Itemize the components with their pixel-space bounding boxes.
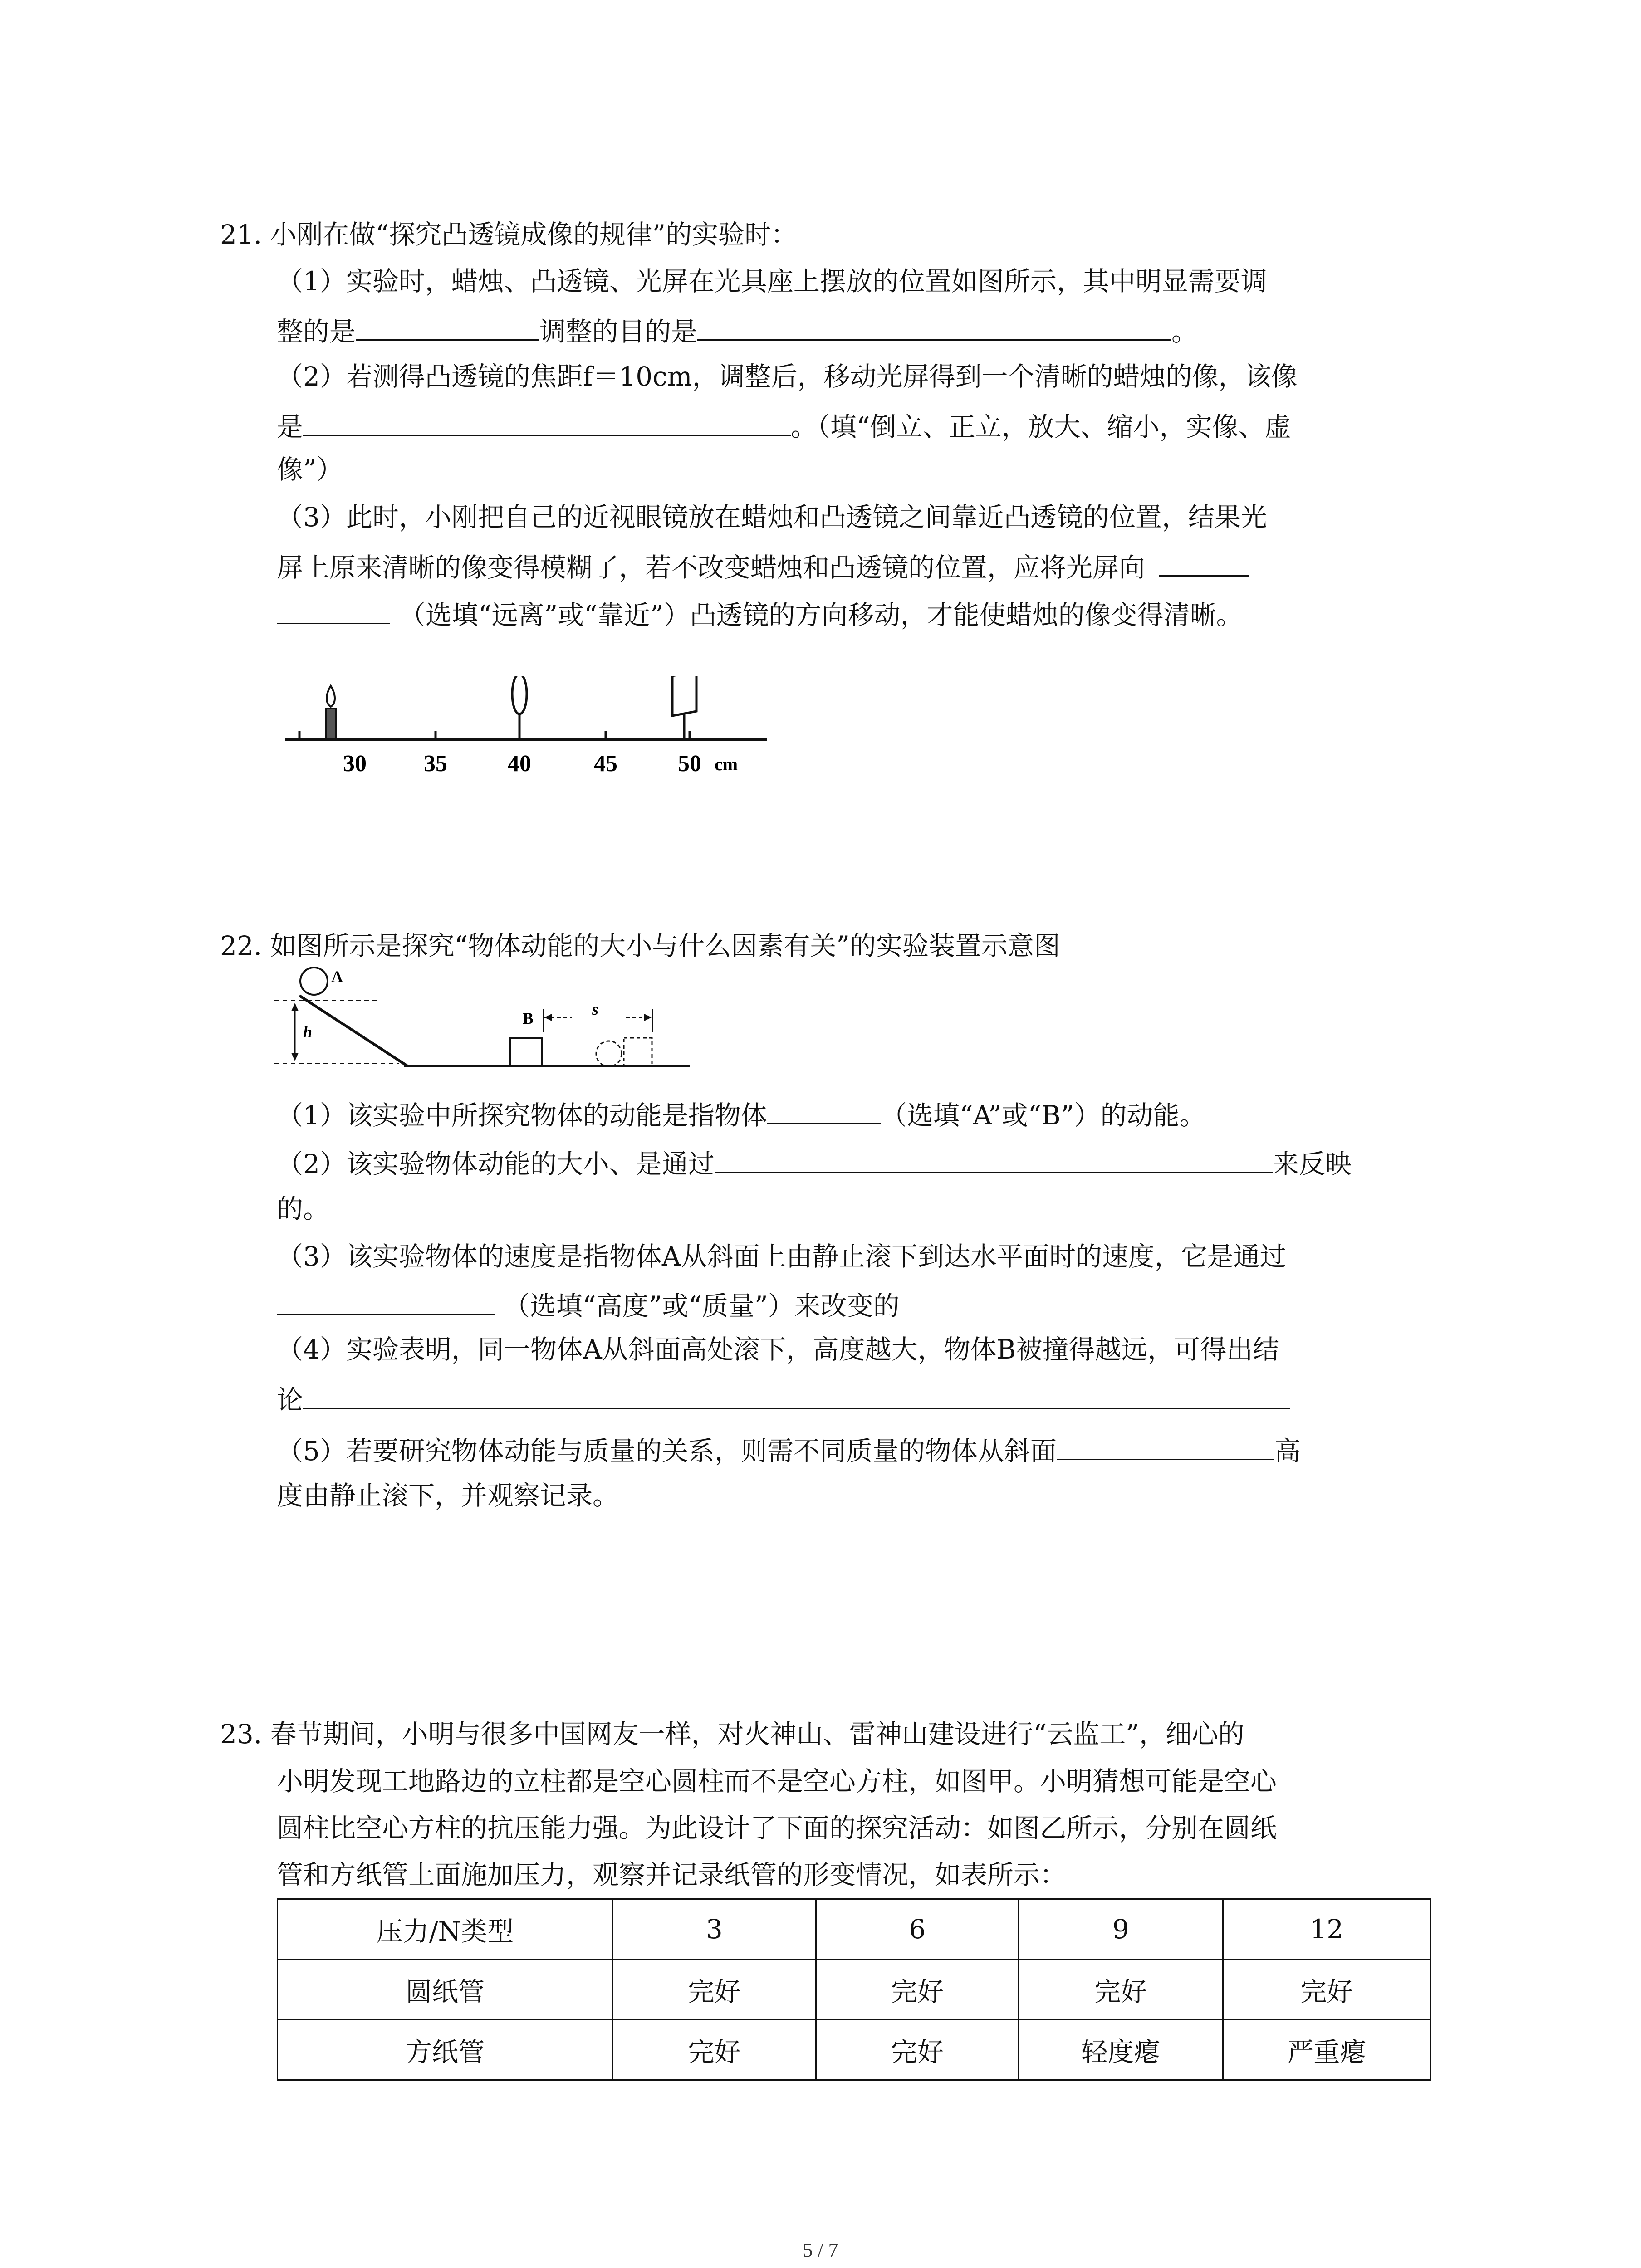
q22-text: 来反映	[1272, 1149, 1352, 1179]
answer-blank[interactable]	[697, 313, 1171, 341]
q22-part4-line2	[277, 1381, 1290, 1416]
q22-text: 高	[1274, 1436, 1301, 1466]
q22-part5-line1	[277, 1432, 1301, 1467]
q22-text: （选填“高度”或“质量”）来改变的	[504, 1290, 900, 1321]
table-cell: 完好	[613, 2020, 816, 2080]
q21-part2-line1: （2）若测得凸透镜的焦距f＝10cm，调整后，移动光屏得到一个清晰的蜡烛的像，该像	[277, 361, 1298, 392]
answer-blank[interactable]	[1057, 1432, 1274, 1460]
q21-text: （选填“远离”或“靠近”）凸透镜的方向移动，才能使蜡烛的像变得清晰。	[399, 600, 1243, 631]
q23-line3: 圆柱比空心方柱的抗压能力强。为此设计了下面的探究活动：如图乙所示，分别在圆纸	[277, 1813, 1277, 1843]
scale-tick-label: 30	[343, 751, 367, 777]
table-header-row	[278, 1899, 1431, 1960]
scale-tick-label: 35	[424, 751, 447, 777]
table-row	[278, 1960, 1431, 2020]
answer-blank[interactable]	[767, 1097, 881, 1124]
q22-part4-line1: （4）实验表明，同一物体A从斜面高处滚下，高度越大，物体B被撞得越远，可得出结	[277, 1334, 1279, 1365]
distance-label: s	[592, 1000, 599, 1018]
answer-blank[interactable]	[356, 313, 539, 341]
table-cell: 完好	[816, 2020, 1019, 2080]
q23-line4: 管和方纸管上面施加压力，观察并记录纸管的形变情况，如表所示：	[277, 1859, 1067, 1890]
q23-line1: 23. 春节期间，小明与很多中国网友一样，对火神山、雷神山建设进行“云监工”，细心的	[220, 1719, 1244, 1750]
q22-part1	[277, 1097, 1206, 1131]
table-header-cell: 9	[1019, 1899, 1223, 1960]
moved-block-outline-icon	[596, 1038, 652, 1066]
table-cell: 完好	[1019, 1960, 1223, 2020]
table-cell: 完好	[1223, 1960, 1431, 2020]
answer-blank[interactable]	[277, 596, 390, 624]
block-b-icon	[510, 1038, 542, 1066]
ball-a-label: A	[331, 968, 343, 986]
table-cell: 严重瘪	[1223, 2020, 1431, 2080]
answer-blank[interactable]	[303, 408, 791, 436]
q22-heading: 22. 如图所示是探究“物体动能的大小与什么因素有关”的实验装置示意图	[220, 930, 1060, 961]
table-cell: 轻度瘪	[1019, 2020, 1223, 2080]
q21-part2-line3: 像”）	[277, 454, 343, 485]
scale-unit-label: cm	[715, 754, 738, 774]
page-number: 5 / 7	[803, 2239, 838, 2261]
q21-part3-line3	[277, 596, 1243, 631]
q22-text: （2）该实验物体动能的大小、是通过	[277, 1149, 715, 1179]
q22-part2-line2: 的。	[277, 1193, 330, 1224]
ball-a-icon	[300, 968, 328, 995]
q21-part2-line2	[277, 408, 1291, 443]
height-label: h	[303, 1023, 313, 1041]
answer-blank[interactable]	[715, 1145, 1273, 1173]
table-cell: 完好	[613, 1960, 816, 2020]
q21-part3-line1: （3）此时，小刚把自己的近视眼镜放在蜡烛和凸透镜之间靠近凸透镜的位置，结果光	[277, 502, 1267, 533]
scale-tick-label: 50	[678, 751, 701, 777]
table-header-cell: 压力/N类型	[278, 1899, 613, 1960]
q21-text: 。	[1171, 316, 1198, 347]
q22-part3-line1: （3）该实验物体的速度是指物体A从斜面上由静止滚下到达水平面时的速度，它是通过	[277, 1241, 1286, 1272]
answer-blank[interactable]	[277, 1287, 495, 1315]
q21-heading: 21. 小刚在做“探究凸透镜成像的规律”的实验时：	[220, 219, 797, 250]
block-b-label: B	[523, 1009, 534, 1027]
answer-blank[interactable]	[1159, 549, 1249, 577]
q23-line2: 小明发现工地路边的立柱都是空心圆柱而不是空心方柱，如图甲。小明猜想可能是空心	[277, 1766, 1277, 1797]
table-cell: 圆纸管	[278, 1960, 613, 2020]
screen-icon	[672, 676, 696, 739]
q21-part1-line1: （1）实验时，蜡烛、凸透镜、光屏在光具座上摆放的位置如图所示，其中明显需要调	[277, 266, 1267, 297]
optical-bench-figure	[272, 676, 798, 785]
q21-text: 屏上原来清晰的像变得模糊了，若不改变蜡烛和凸透镜的位置，应将光屏向	[277, 552, 1146, 583]
pressure-results-table	[277, 1898, 1431, 2081]
q22-text: 论	[277, 1384, 304, 1415]
q22-text: （选填“A”或“B”）的动能。	[880, 1100, 1206, 1131]
scale-tick-label: 45	[594, 751, 617, 777]
table-header-cell: 3	[613, 1899, 816, 1960]
scale-tick-label: 40	[508, 751, 531, 777]
q22-part3-line2	[277, 1287, 900, 1322]
table-row	[278, 2020, 1431, 2080]
q22-text: （5）若要研究物体动能与质量的关系，则需不同质量的物体从斜面	[277, 1436, 1057, 1466]
q22-text: （1）该实验中所探究物体的动能是指物体	[277, 1100, 767, 1131]
q22-part2-line1	[277, 1145, 1352, 1180]
kinetic-energy-figure	[272, 964, 699, 1073]
q21-text: 是	[277, 411, 304, 442]
q21-part1-line2	[277, 313, 1198, 347]
table-cell: 完好	[816, 1960, 1019, 2020]
q21-text: 。（填“倒立、正立，放大、缩小，实像、虚	[791, 411, 1291, 442]
lens-icon	[512, 676, 527, 739]
table-header-cell: 6	[816, 1899, 1019, 1960]
table-header-cell: 12	[1223, 1899, 1431, 1960]
q21-part3-line2	[277, 549, 1249, 583]
candle-icon	[326, 686, 336, 739]
answer-blank[interactable]	[303, 1381, 1290, 1409]
table-cell: 方纸管	[278, 2020, 613, 2080]
q21-text: 调整的目的是	[539, 316, 698, 347]
q22-part5-line2: 度由静止滚下，并观察记录。	[277, 1480, 619, 1511]
q21-text: 整的是	[277, 316, 356, 347]
